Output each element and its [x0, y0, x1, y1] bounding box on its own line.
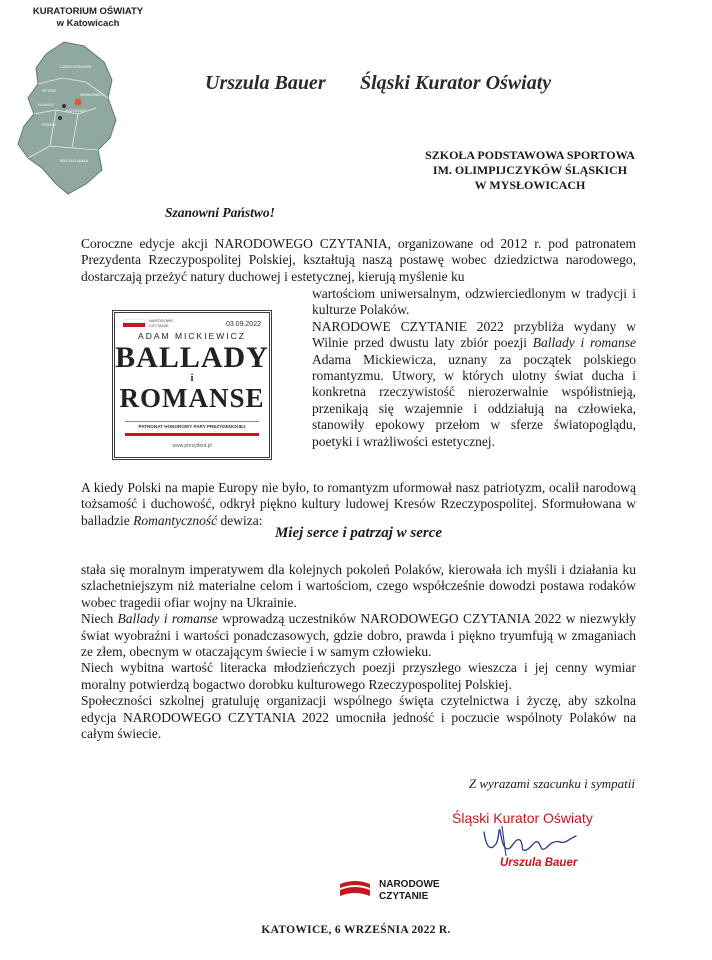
- cover-url: www.prezydent.pl: [172, 443, 212, 449]
- handwritten-signature: [480, 822, 580, 862]
- paragraph-ballady-a: wartościom uniwersalnym, odzwierciedlonym w tradycji i kulturze Polaków.: [312, 286, 636, 318]
- org-name-line2: w Katowicach: [56, 18, 120, 29]
- map-city-label: GLIWICE: [38, 103, 55, 107]
- addressee-line3: W MYSŁOWICACH: [474, 178, 586, 192]
- cover-red-line: [125, 433, 259, 436]
- book-cover-image: [112, 310, 272, 460]
- signature-role: Śląski Kurator Oświaty: [452, 810, 593, 826]
- closing-phrase: Z wyrazami szacunku i sympatii: [468, 776, 635, 791]
- map-city-label: SOSNOWIEC: [80, 93, 104, 97]
- paragraph-wartosc: Niech wybitna wartość literacka młodzieńczych poezji przyszłego wieszcza i jej cenny wymiar moralny potwierdzą bogactwo dorobku kulturowego Rzeczypospolitej Polskiej.: [81, 660, 636, 692]
- paragraph-intro: Coroczne edycje akcji NARODOWEGO CZYTANIA, organizowane od 2012 r. pod patronatem Prezydenta Rzeczypospolitej Polskiej, kształtują naszą postawę wobec dziedzictwa narodowego, dostarczają przeżyć natury duchowej i estetycznej, kierują myślenie ku: [81, 236, 636, 284]
- org-name-line1: KURATORIUM OŚWIATY: [32, 6, 144, 17]
- paragraph-gratulacje: Społeczności szkolnej gratuluję organizacji wspólnego święta czytelnictwa i życzę, aby szkolna edycja NARODOWEGO CZYTANIA 2022 umocniła jedność i poczucie wspólnoty Polaków na całym świecie.: [81, 693, 636, 742]
- silesia-map-logo: [16, 34, 126, 204]
- nc-logo-line2: CZYTANIE: [379, 891, 429, 902]
- cover-author: ADAM MICKIEWICZ: [138, 331, 246, 341]
- map-city-label: BYTOM: [42, 89, 56, 93]
- salutation: Szanowni Państwo!: [165, 205, 275, 220]
- addressee: [380, 148, 680, 193]
- paragraph-niech-ballady: Niech Ballady i romanse wprowadzą uczestników NARODOWEGO CZYTANIA 2022 w niezwykły świat wyobraźni i wartości ponadczasowych, gdzie dobro, prawda i piękno tryumfują w zmaganiach ze złem, obecnym w otaczającym świecie i w samym człowieku.: [81, 611, 636, 660]
- book-title-emphasis: Ballady i romanse: [117, 611, 218, 627]
- cover-title-ballady: BALLADY: [115, 341, 269, 374]
- paragraph-ballady-b: NARODOWE CZYTANIE 2022 przybliża wydany w Wilnie przed dwustu laty zbiór poezji Ballady i romanse Adama Mickiewicza, uznany za początek polskiego romantyzmu. Utwory, w których ulotny świat ducha i konkretna rzeczywistość nierozerwalnie współistnieją, przenikają się wzajemnie i oddziałują na człowieka, stanowiły epokowy przełom w sferze światopoglądu, poetyki i wrażliwości estetycznej.: [312, 318, 636, 449]
- map-city-label: KATOWICE: [66, 109, 86, 113]
- narodowe-czytanie-logo-icon: [338, 878, 372, 900]
- header-name: Urszula Bauer: [205, 72, 326, 94]
- map-city-label: BIELSKO-BIAŁA: [60, 159, 89, 163]
- cover-title-connector: i: [190, 373, 194, 384]
- ballad-title-emphasis: Romantyczność: [133, 512, 218, 528]
- map-city-label: CZĘSTOCHOWA: [60, 64, 92, 69]
- narodowe-czytanie-flag-icon: [123, 319, 145, 327]
- narodowe-czytanie-logo-text: [379, 879, 440, 903]
- signature-name: Urszula Bauer: [500, 857, 578, 869]
- nc-logo-line1: NARODOWE: [379, 879, 440, 890]
- book-title-emphasis: Ballady i romanse: [532, 335, 636, 351]
- org-name: [18, 6, 158, 30]
- cover-logo-text: NARODOWE CZYTANIE: [149, 318, 173, 328]
- paragraph-imperatyw: stała się moralnym imperatywem dla kolejnych pokoleń Polaków, kierowała ich myśli i działania ku szlachetniejszym niż materialne celom i wartościom, czego współcześnie dowodzi postawa rodaków wobec tragedii ofiar wojny na Ukrainie.: [81, 562, 636, 610]
- footer-place-date: KATOWICE, 6 WRZEŚNIA 2022 R.: [261, 924, 451, 936]
- map-city-label: RYBNIK: [42, 123, 57, 127]
- cover-date: 03.09.2022: [225, 321, 261, 328]
- paragraph-ballady: [312, 286, 636, 450]
- paragraph-romantyzm: A kiedy Polski na mapie Europy nie było, to romantyzm uformował nasz patriotyzm, ocalił narodową tożsamość i duchowość, odkrył piękno kultury ludowej Kresów Rzeczypospolitej. Sformułowana w balladzie Romantyczność dewiza:: [81, 480, 636, 528]
- addressee-line1: SZKOŁA PODSTAWOWA SPORTOWA: [425, 148, 635, 162]
- cover-patronat: PATRONAT HONOROWY PARY PREZYDENCKIEJ: [125, 421, 259, 429]
- addressee-line2: IM. OLIMPIJCZYKÓW ŚLĄSKICH: [432, 163, 628, 177]
- paragraph-body: [81, 562, 636, 742]
- motto: Miej serce i patrzaj w serce: [274, 525, 443, 541]
- cover-title-romanse: ROMANSE: [119, 383, 265, 413]
- header-role: Śląski Kurator Oświaty: [360, 72, 552, 94]
